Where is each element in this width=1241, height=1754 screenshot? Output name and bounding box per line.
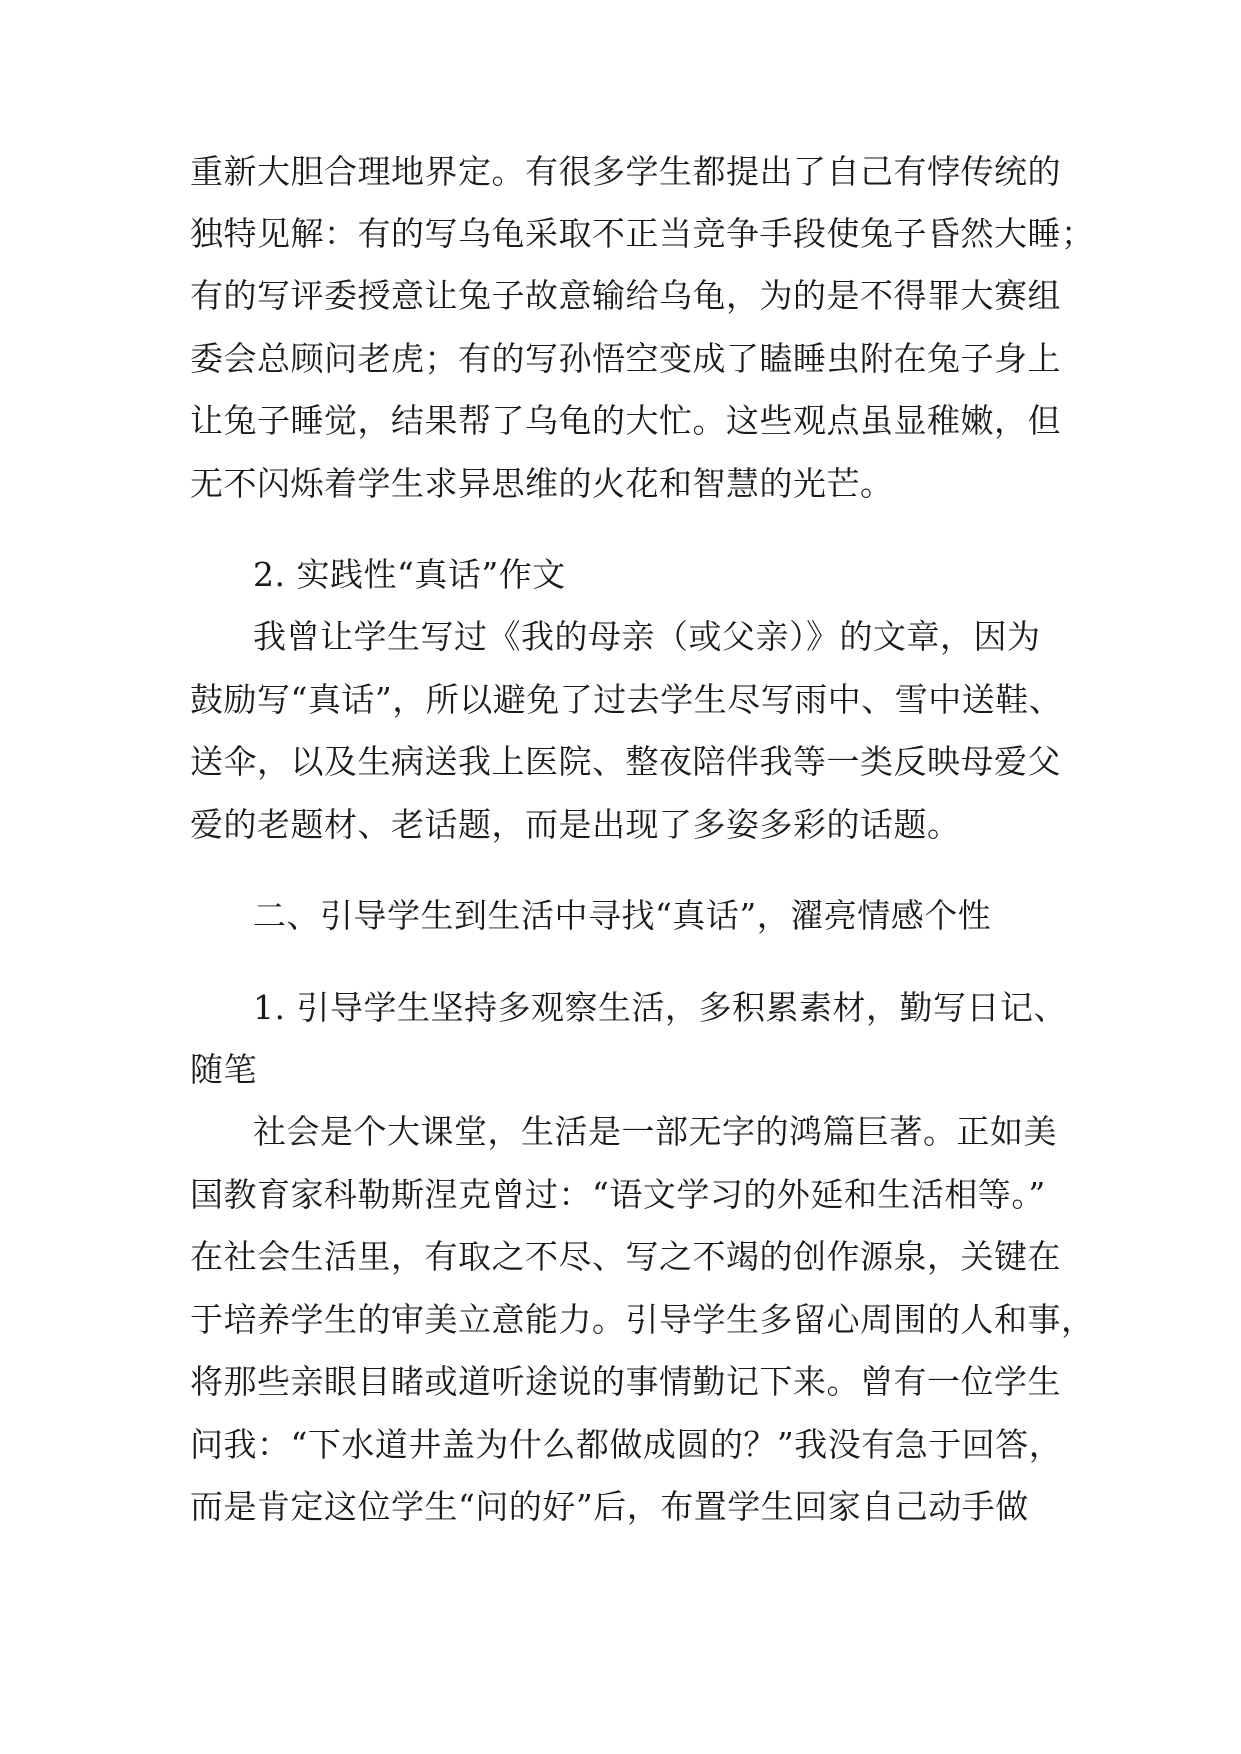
text-line: 送伞，以及生病送我上医院、整夜陪伴我等一类反映母爱父 xyxy=(190,742,1061,781)
section-heading: 2. 实践性“真话”作文 xyxy=(253,555,566,594)
chapter-heading: 二、引导学生到生活中寻找“真话”，濯亮情感个性 xyxy=(253,896,992,935)
section-heading: 随笔 xyxy=(190,1050,257,1089)
text-line: 在社会生活里，有取之不尽、写之不竭的创作源泉，关键在 xyxy=(190,1237,1061,1276)
text-line: 我曾让学生写过《我的母亲（或父亲）》的文章，因为 xyxy=(253,617,1041,656)
text-line: 重新大胆合理地界定。有很多学生都提出了自己有悖传统的 xyxy=(190,152,1061,191)
text-line: 国教育家科勒斯涅克曾过：“语文学习的外延和生活相等。” xyxy=(190,1175,1046,1214)
text-line: 爱的老题材、老话题，而是出现了多姿多彩的话题。 xyxy=(190,805,961,844)
text-line: 而是肯定这位学生“问的好”后，布置学生回家自己动手做 xyxy=(190,1487,1029,1526)
text-line: 将那些亲眼目睹或道听途说的事情勤记下来。曾有一位学生 xyxy=(190,1362,1061,1401)
text-line: 社会是个大课堂，生活是一部无字的鸿篇巨著。正如美 xyxy=(253,1112,1057,1151)
section-heading: 1. 引导学生坚持多观察生活，多积累素材，勤写日记、 xyxy=(253,988,1067,1027)
text-line: 有的写评委授意让兔子故意输给乌龟，为的是不得罪大赛组 xyxy=(190,276,1061,315)
text-line: 无不闪烁着学生求异思维的火花和智慧的光芒。 xyxy=(190,464,894,503)
text-line: 鼓励写“真话”，所以避免了过去学生尽写雨中、雪中送鞋、 xyxy=(190,680,1063,719)
text-line: 问我：“下水道井盖为什么都做成圆的？”我没有急于回答， xyxy=(190,1425,1063,1464)
text-line: 于培养学生的审美立意能力。引导学生多留心周围的人和事， xyxy=(190,1300,1095,1339)
text-line: 让兔子睡觉，结果帮了乌龟的大忙。这些观点虽显稚嫩，但 xyxy=(190,401,1061,440)
text-line: 委会总顾问老虎；有的写孙悟空变成了瞌睡虫附在兔子身上 xyxy=(190,339,1061,378)
text-line: 独特见解：有的写乌龟采取不正当竞争手段使兔子昏然大睡； xyxy=(190,214,1095,253)
